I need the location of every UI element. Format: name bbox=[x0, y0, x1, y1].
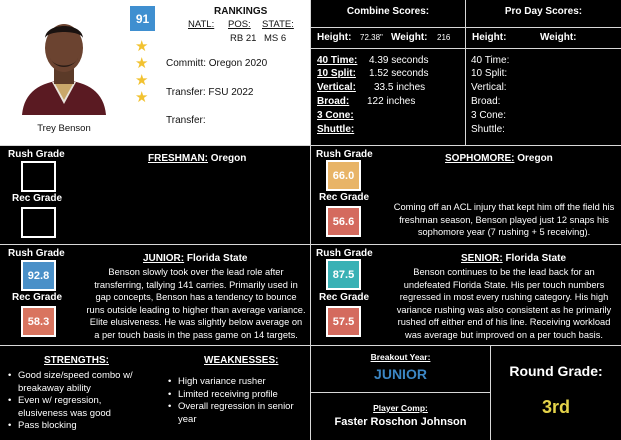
strengths-weaknesses-panel bbox=[0, 346, 310, 440]
breakout-title: Breakout Year: bbox=[370, 352, 431, 362]
combine-row-label: 40 Time: bbox=[317, 55, 358, 66]
list-item: • Good size/speed combo w/ breakaway ability bbox=[8, 370, 148, 395]
proday-row-label: Shuttle: bbox=[471, 124, 505, 135]
freshman-panel bbox=[0, 146, 310, 244]
sophomore-rush-box: 66.0 bbox=[326, 160, 361, 191]
player-photo bbox=[14, 8, 114, 115]
divider bbox=[311, 27, 621, 28]
senior-panel bbox=[311, 245, 621, 345]
sophomore-text: Coming off an ACL injury that kept him off the field his freshman season, Benson played just 12 snaps his sophomore year (7 rushing + 5 receiving). bbox=[393, 202, 615, 238]
weaknesses-title: WEAKNESSES: bbox=[204, 355, 279, 366]
junior-panel bbox=[0, 245, 310, 345]
junior-rec-box: 58.3 bbox=[21, 306, 56, 337]
star-icon: ★ bbox=[135, 55, 149, 72]
list-item: • Even w/ regression, elusiveness was good bbox=[8, 395, 148, 420]
round-title: Round Grade: bbox=[509, 363, 603, 379]
combine-row-value: 33.5 inches bbox=[374, 82, 426, 93]
combine-row-label: Shuttle: bbox=[317, 124, 355, 135]
list-item: • Overall regression in senior year bbox=[168, 401, 308, 426]
junior-text: Benson slowly took over the lead role after transferring, tallying 141 carries. Primarily used in gap concepts, Benson has a tendency to bounce runs outside leading to higher than average variance. Elite elusiveness. He was slightly below average on a per touch basis in the pass game on 14 targets. bbox=[86, 267, 306, 340]
combine-weight-value: 216 bbox=[437, 33, 451, 42]
divider bbox=[311, 48, 621, 49]
star-icon: ★ bbox=[135, 72, 149, 89]
comp-title: Player Comp: bbox=[373, 403, 428, 413]
list-item: • Pass blocking bbox=[8, 420, 148, 433]
round-value: 3rd bbox=[541, 397, 570, 417]
rush-grade-label: Rush Grade bbox=[8, 248, 65, 259]
breakout-value: JUNIOR bbox=[374, 366, 427, 382]
proday-height-label: Height: bbox=[472, 32, 507, 43]
senior-heading: SENIOR: Florida State bbox=[461, 253, 567, 264]
divider bbox=[465, 0, 466, 145]
proday-row-label: 10 Split: bbox=[471, 68, 508, 79]
freshman-heading: FRESHMAN: Oregon bbox=[148, 153, 247, 164]
proday-weight-label: Weight: bbox=[540, 32, 577, 43]
list-item: • High variance rusher bbox=[168, 376, 308, 389]
proday-title: Pro Day Scores: bbox=[504, 6, 583, 17]
proday-row-label: 3 Cone: bbox=[471, 110, 507, 121]
rank-header-natl: NATL: bbox=[188, 19, 215, 30]
senior-rec-box: 57.5 bbox=[326, 306, 361, 337]
commit-text: Committ: Oregon 2020 bbox=[166, 58, 268, 69]
transfer-1: Transfer: FSU 2022 bbox=[166, 87, 254, 98]
combine-height-value: 72.38" bbox=[360, 33, 383, 42]
comp-panel bbox=[311, 393, 490, 440]
proday-row-label: 40 Time: bbox=[471, 55, 510, 66]
junior-heading: JUNIOR: Florida State bbox=[143, 253, 248, 264]
senior-text: Benson continues to be the lead back for an undefeated Florida State. His per touch numbers regressed in most every rushing category. His high variance rushing was also consistent as he primarily rushed off either end of his line. Receiving workload was average but improved on a per touch basis. bbox=[396, 267, 612, 340]
rec-grade-label: Rec Grade bbox=[319, 192, 370, 203]
combine-panel bbox=[311, 0, 465, 145]
rankings-title: RANKINGS bbox=[214, 6, 268, 17]
combine-row-value: 1.52 seconds bbox=[369, 68, 429, 79]
strengths-list bbox=[8, 370, 148, 433]
combine-weight-label: Weight: bbox=[391, 32, 428, 43]
player-card bbox=[0, 0, 310, 145]
player-name: Trey Benson bbox=[37, 123, 91, 134]
comp-value: Faster Roschon Johnson bbox=[334, 416, 467, 428]
combine-row-value: 122 inches bbox=[367, 96, 416, 107]
combine-height-label: Height: bbox=[317, 32, 352, 43]
combine-row-value: 4.39 seconds bbox=[369, 55, 429, 66]
breakout-panel bbox=[311, 346, 490, 392]
combine-row-label: 3 Cone: bbox=[317, 110, 354, 121]
rec-grade-label: Rec Grade bbox=[12, 292, 63, 303]
round-panel bbox=[491, 346, 621, 440]
proday-row-label: Broad: bbox=[471, 96, 501, 107]
sophomore-heading: SOPHOMORE: Oregon bbox=[445, 153, 553, 164]
combine-row-label: Broad: bbox=[317, 96, 350, 107]
sophomore-rec-box: 56.6 bbox=[326, 206, 361, 237]
proday-panel bbox=[466, 0, 621, 145]
list-item: • Limited receiving profile bbox=[168, 389, 308, 402]
rank-value-state: MS 6 bbox=[264, 33, 287, 44]
combine-title: Combine Scores: bbox=[346, 6, 430, 17]
senior-rush-box: 87.5 bbox=[326, 259, 361, 290]
rating-badge: 91 bbox=[130, 6, 155, 31]
rec-grade-label: Rec Grade bbox=[319, 292, 370, 303]
rush-grade-label: Rush Grade bbox=[316, 248, 373, 259]
rank-header-state: STATE: bbox=[262, 19, 294, 30]
combine-row-label: 10 Split: bbox=[317, 68, 356, 79]
weaknesses-list bbox=[168, 376, 308, 426]
rush-grade-label: Rush Grade bbox=[8, 149, 65, 160]
freshman-rec-box bbox=[21, 207, 56, 238]
rank-value-pos: RB 21 bbox=[230, 33, 257, 44]
junior-rush-box: 92.8 bbox=[21, 260, 56, 291]
transfer-2: Transfer: bbox=[166, 115, 206, 126]
rec-grade-label: Rec Grade bbox=[12, 193, 63, 204]
freshman-rush-box bbox=[21, 161, 56, 192]
rush-grade-label: Rush Grade bbox=[316, 149, 373, 160]
star-icon: ★ bbox=[135, 89, 149, 106]
star-icon: ★ bbox=[135, 38, 149, 55]
strengths-title: STRENGTHS: bbox=[44, 355, 109, 366]
rank-header-pos: POS: bbox=[228, 19, 251, 30]
proday-row-label: Vertical: bbox=[471, 82, 507, 93]
combine-row-label: Vertical: bbox=[317, 82, 356, 93]
sophomore-panel bbox=[311, 146, 621, 244]
